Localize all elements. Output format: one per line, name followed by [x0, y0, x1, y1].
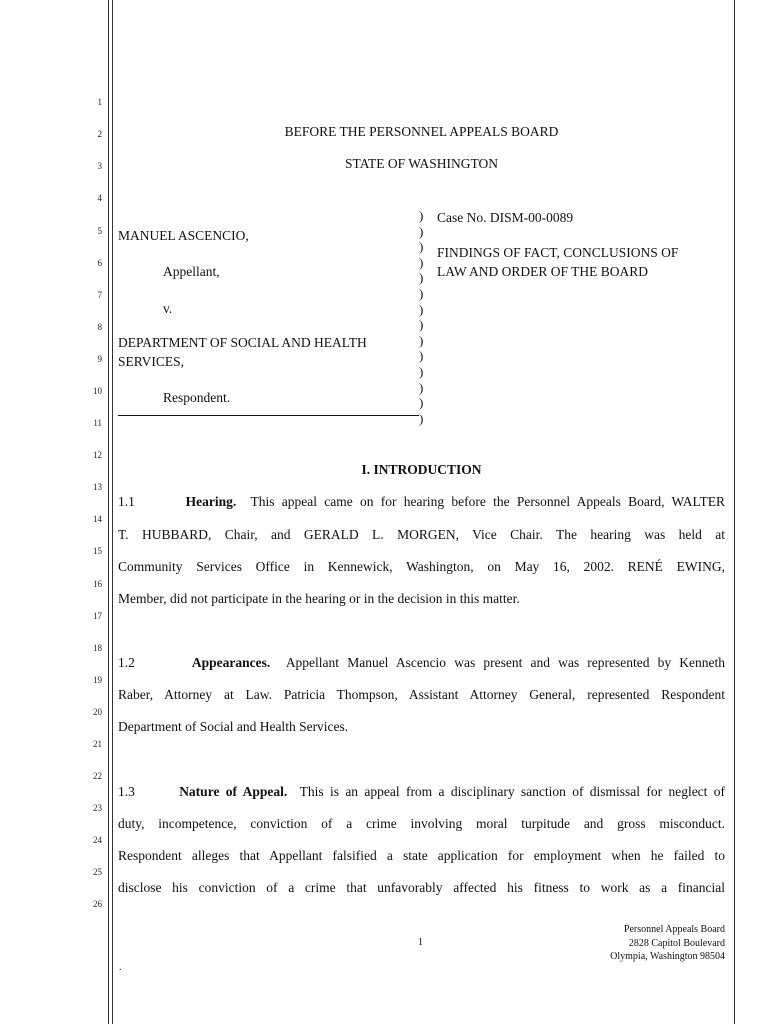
paragraph-text: Appellant Manuel Ascencio was present and was represented by Kenneth: [285, 655, 725, 670]
caption-paren: ): [419, 395, 424, 411]
caption-paren: ): [419, 223, 424, 239]
footer-line2: 2828 Capitol Boulevard: [628, 937, 725, 949]
footer-address: [610, 923, 725, 964]
line-number: 26: [93, 899, 102, 909]
paragraph-1-2-line1: [118, 655, 725, 671]
line-number: 14: [93, 514, 102, 524]
line-number: 8: [97, 322, 102, 332]
line-number: 5: [97, 226, 102, 236]
caption-paren: ): [419, 301, 424, 317]
paragraph-1-3-line1: [118, 784, 725, 800]
appellant-name: MANUEL ASCENCIO,: [118, 228, 249, 243]
paragraph-1-3-line3: Respondent alleges that Appellant falsified a state application for employment when he failed to: [118, 848, 725, 863]
paragraph-1-1-line1: [118, 494, 725, 510]
line-number: 10: [93, 386, 102, 396]
right-margin-rule: [734, 0, 735, 1024]
line-number: 20: [93, 707, 102, 717]
respondent-role: Respondent.: [163, 390, 231, 405]
paragraph-number: 1.2: [118, 655, 135, 670]
footer-line1: Personnel Appeals Board: [623, 924, 725, 935]
line-number: 21: [93, 739, 102, 749]
paragraph-1-1-line2: T. HUBBARD, Chair, and GERALD L. MORGEN, Vice Chair. The hearing was held at: [118, 527, 725, 542]
state-heading: STATE OF WASHINGTON: [345, 156, 498, 171]
caption-paren: ): [419, 410, 424, 426]
caption-underline: [118, 415, 419, 416]
line-number: 9: [97, 354, 102, 364]
caption-paren: ): [419, 270, 424, 286]
caption-paren: ): [419, 332, 424, 348]
paragraph-number: 1.3: [118, 784, 135, 799]
case-number: Case No. DISM-00-0089: [437, 210, 574, 225]
paragraph-1-2-line2: Raber, Attorney at Law. Patricia Thompson, Assistant Attorney General, represented Respondent: [118, 687, 725, 702]
line-number: 22: [93, 771, 102, 781]
line-number: 13: [93, 482, 102, 492]
caption-paren: ): [419, 379, 424, 395]
stray-mark: .: [119, 962, 122, 973]
appellant-role: Appellant,: [163, 264, 220, 279]
respondent-name-line1: DEPARTMENT OF SOCIAL AND HEALTH: [118, 335, 367, 350]
line-number: 24: [93, 835, 102, 845]
caption-paren: ): [419, 239, 424, 255]
caption-paren: ): [419, 208, 424, 223]
caption-paren: ): [419, 254, 424, 270]
line-number: 18: [93, 643, 102, 653]
page-number: 1: [418, 937, 423, 948]
paragraph-heading: Nature of Appeal.: [179, 784, 288, 799]
respondent-name-line2: SERVICES,: [118, 354, 185, 369]
board-heading: BEFORE THE PERSONNEL APPEALS BOARD: [284, 124, 559, 139]
caption-paren: ): [419, 285, 424, 301]
line-number: 12: [93, 450, 102, 460]
caption-paren: ): [419, 348, 424, 364]
line-number: 23: [93, 803, 102, 813]
line-number: 6: [97, 258, 102, 268]
caption-parentheses: [419, 208, 427, 426]
paragraph-1-3-line4: disclose his conviction of a crime that unfavorably affected his fitness to work as a financial: [118, 880, 725, 895]
line-number: 1: [97, 97, 102, 107]
line-number: 3: [97, 161, 102, 171]
footer-line3: Olympia, Washington 98504: [610, 951, 725, 962]
line-number: 4: [97, 193, 102, 203]
line-number: 11: [93, 418, 102, 428]
section-heading: I. INTRODUCTION: [361, 462, 482, 477]
versus: v.: [163, 301, 173, 316]
paragraph-1-1-line3: Community Services Office in Kennewick, Washington, on May 16, 2002. RENÉ EWING,: [118, 559, 725, 574]
paragraph-1-2-line3: Department of Social and Health Services.: [118, 719, 349, 734]
document-title-line2: LAW AND ORDER OF THE BOARD: [437, 264, 649, 279]
caption-paren: ): [419, 317, 424, 333]
paragraph-text: This appeal came on for hearing before the Personnel Appeals Board, WALTER: [250, 494, 726, 509]
paragraph-heading: Appearances.: [191, 655, 271, 670]
line-number: 7: [97, 290, 102, 300]
line-number: 25: [93, 867, 102, 877]
line-number: 16: [93, 579, 102, 589]
document-title-line1: FINDINGS OF FACT, CONCLUSIONS OF: [437, 245, 679, 260]
left-margin-rule-inner: [112, 0, 113, 1024]
line-number: 17: [93, 611, 102, 621]
line-number: 15: [93, 546, 102, 556]
paragraph-number: 1.1: [118, 494, 135, 509]
left-margin-rule-outer: [108, 0, 109, 1024]
line-number: 2: [97, 129, 102, 139]
paragraph-text: This is an appeal from a disciplinary sanction of dismissal for neglect of: [299, 784, 726, 799]
paragraph-1-1-line4: Member, did not participate in the hearing or in the decision in this matter.: [118, 591, 520, 606]
paragraph-1-3-line2: duty, incompetence, conviction of a crime involving moral turpitude and gross misconduct.: [118, 816, 725, 831]
paragraph-heading: Hearing.: [185, 494, 237, 509]
caption-paren: ): [419, 363, 424, 379]
line-number: 19: [93, 675, 102, 685]
